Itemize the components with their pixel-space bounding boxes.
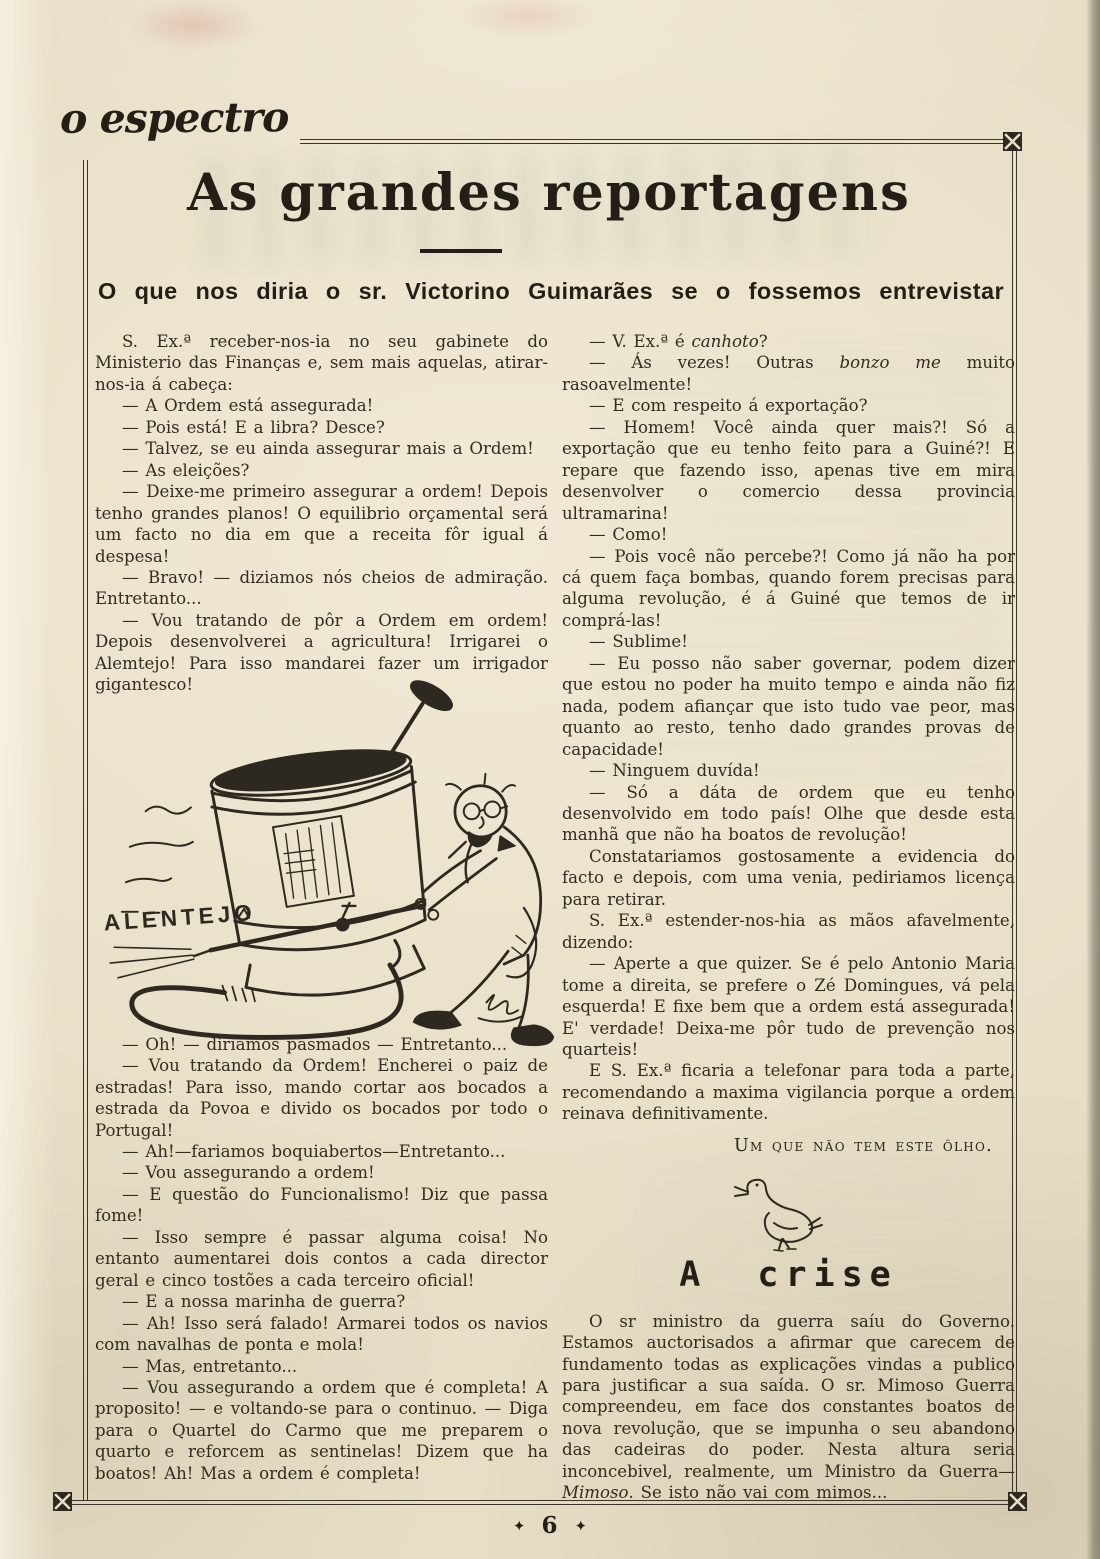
text-segment: muito rasoavelmente! [562,353,1015,394]
footer-ornament-left-icon: ✦ [512,1516,526,1535]
paragraph: — Bravo! — diziamos nós cheios de admiração. Entretanto... [95,567,548,609]
paragraph: — Pois está! E a libra? Desce? [122,417,385,437]
paragraph: — Talvez, se eu ainda assegurar mais a Ordem! [122,439,534,459]
page-number: 6 [541,1512,559,1539]
paragraph: — Vou tratando de pôr a Ordem em ordem! Depois desenvolverei a agricultura! Irrigarei o Alemtejo! Para isso mandarei fazer um irrigador gigantesco! [95,610,548,695]
paragraph: — Mas, entretanto... [122,1356,298,1376]
text-segment: ? [758,332,768,351]
paragraph: — Vou assegurando a ordem que é completa! A proposito! — e voltando-se para o continuo. — Diga para o Quartel do Carmo que me preparem o quarto e reforcem as sentinelas! Dizem que ha boatos! Ah! Mas a ordem é completa! [95,1377,548,1483]
paragraph: — E com respeito á exportação? [589,396,868,416]
footer-ornament-right-icon: ✦ [574,1516,588,1535]
scan-edge-shadow [1086,0,1100,1559]
paragraph: — Sublime! [589,632,688,652]
paragraph: — Isso sempre é passar alguma coisa! No entanto aumentarei dois contos a cada director geral e cinco tostões a cada terceiro oficial! [95,1227,548,1290]
text-segment: — V. Ex.ª é [589,332,692,351]
text-segment: O sr ministro da guerra saíu do Governo. Estamos auctorisados a afirmar que carecem de fundamento todas as explicações vindas a publico para justificar a sua saída. O sr. Mimoso Guerra compreendeu, em face dos constantes boatos de nova revolução, que se impunha o seu abandono das cadeiras do poder. Nesta altura seria inconcebivel, realmente, um Ministro da Guerra— [562,1311,1015,1481]
paragraph: — Oh! — diriamos pasmados — Entretanto... [122,1034,508,1054]
title-divider [420,249,502,253]
paragraph [562,352,1015,395]
right-column [562,331,1015,1504]
paragraph: — Ninguem duvída! [589,761,760,781]
paragraph: S. Ex.ª receber-nos-ia no seu gabinete do Ministerio das Finanças e, sem mais aquelas, atirar-nos-ia á cabeça: [95,332,548,394]
left-column [95,331,548,1484]
paragraph: — Deixe-me primeiro assegurar a ordem! Depois tenho grandes planos! O equilibrio orçamental será um facto no dia em que a receita fôr igual á despesa! [95,482,548,566]
paragraph: — Eu posso não saber governar, podem dizer que estou no poder ha muito tempo e ainda não fiz nada, podem afiançar que isto tudo vae peor, mas quanto ao resto, tenho dado grandes provas de capacidade! [562,653,1015,759]
italic-segment: canhoto [691,332,759,351]
paragraph: — Ah!—fariamos boquiabertos—Entretanto... [122,1141,506,1161]
corner-ornament-icon [1003,132,1022,151]
article-title: As grandes reportagens [187,163,911,223]
alentejo-label: ALENTEJO [102,898,257,936]
paragraph: — Pois você não percebe?! Como já não ha por cá quem faça bombas, quando forem precisas para alguma revolução, é á Guiné que temos de ir comprá-las! [562,546,1015,630]
article-subtitle: O que nos diria o sr. Victorino Guimarães se o fossemos entrevistar [98,278,1004,304]
italic-segment: bonzo me [839,353,941,373]
paragraph [562,1311,1015,1504]
paragraph: — Ah! Isso será falado! Armarei todos os navios com navalhas de ponta e mola! [95,1313,548,1355]
paragraph: — Só a dáta de ordem que eu tenho desenvolvido em todo país! Olhe que desde esta manhã que não ha boatos de revolução! [562,782,1015,845]
section-title-a-crise: A crise [679,1255,898,1296]
scan-edge-highlight [0,0,55,1559]
artist-signature [479,995,522,1022]
corner-ornament-icon [53,1492,72,1511]
byline: Um que não tem este ôlho. [733,1135,993,1156]
page-footer [85,1512,1015,1539]
paragraph: — As eleições? [122,460,250,480]
paragraph: — Aperte a que quizer. Se é pelo Antonio Maria tome a direita, se prefere o Zé Domingues, vá pela esquerda! E fixe bem que a ordem está assegurada! E' verdade! Deixa-me pôr tudo de prevenção nos quarteis! [562,954,1015,1059]
paragraph: — Homem! Você ainda quer mais?! Só a exportação que eu tenho feito para a Guiné?! E repare que fazendo isso, apenas tive em mira desenvolver o comercio dessa provincia ultramarina! [562,417,1015,523]
paragraph: — Vou assegurando a ordem! [122,1163,375,1183]
paragraph: S. Ex.ª estender-nos-hia as mãos afavelmente, dizendo: [562,911,1015,952]
masthead-logo: o espectro [59,93,289,143]
paragraph: E S. Ex.ª ficaria a telefonar para toda a parte, recomendando a maxima vigilancia porque a ordem reinava definitivamente. [562,1061,1015,1124]
text-segment: . Se isto não vai com mimos... [628,1483,888,1503]
paragraph: — A Ordem está assegurada! [122,396,374,416]
paragraph: — Vou tratando da Ordem! Encherei o paiz de estradas! Para isso, mando cortar aos bocados a estrada da Povoa e divido os bocados por todo o Portugal! [95,1056,548,1140]
frame-border-top [300,139,1013,144]
ink-smudge [128,0,258,50]
paragraph: — E questão do Funcionalismo! Diz que passa fome! [95,1184,548,1226]
paragraph: — E a nossa marinha de guerra? [122,1292,406,1312]
ink-smudge [458,0,598,38]
paragraph: — Como! [589,525,668,545]
italic-segment: Mimoso [562,1483,629,1503]
irrigator-cartoon-illustration [91,701,546,1031]
paragraph [562,331,1015,352]
goose-illustration [730,1173,825,1253]
frame-border-left [83,160,88,1500]
paragraph: Constatariamos gostosamente a evidencia do facto e depois, com uma venia, pediriamos licença para retirar. [562,846,1015,909]
text-segment: — Ás vezes! Outras [589,353,840,373]
